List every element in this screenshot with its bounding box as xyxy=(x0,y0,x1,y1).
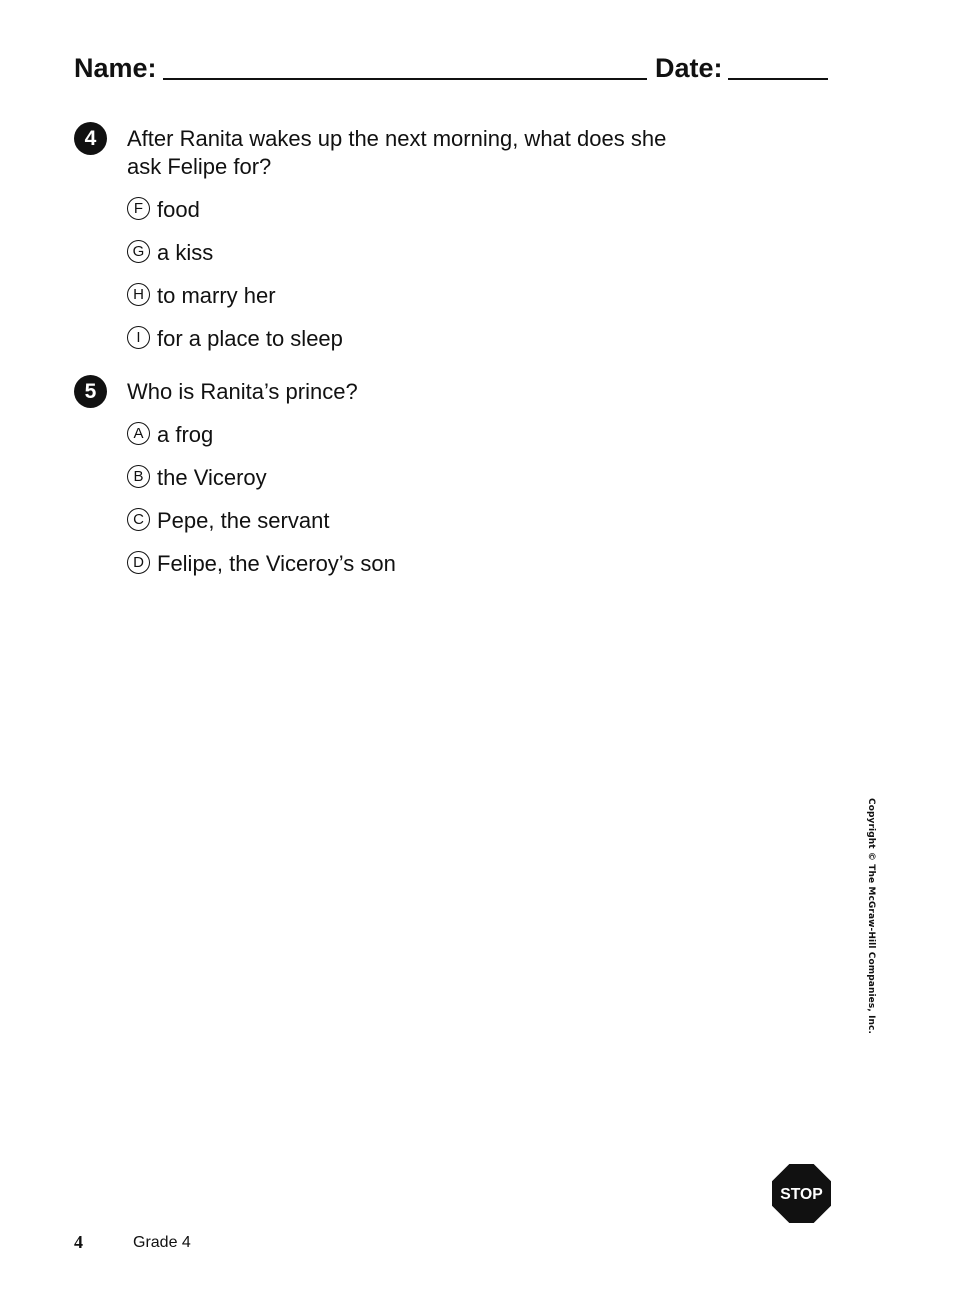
question-text xyxy=(127,378,727,406)
answer-text: the Viceroy xyxy=(157,465,267,490)
copyright-notice: Copyright © The McGraw-Hill Companies, Inc. xyxy=(866,798,876,1034)
answer-bubble[interactable]: C xyxy=(127,508,150,531)
answer-text: Felipe, the Viceroy’s son xyxy=(157,551,396,576)
answer-bubble[interactable]: A xyxy=(127,422,150,445)
question-text xyxy=(127,125,727,181)
date-field[interactable] xyxy=(728,78,828,80)
header xyxy=(74,50,830,90)
question-text-line: ask Felipe for? xyxy=(127,154,272,179)
date-label: Date: xyxy=(655,53,723,83)
answer-text: a frog xyxy=(157,422,214,447)
name-label: Name: xyxy=(74,53,157,83)
stop-sign-label: STOP xyxy=(780,1185,823,1203)
answer-bubble[interactable]: B xyxy=(127,465,150,488)
answer-bubble[interactable]: I xyxy=(127,326,150,349)
answer-bubble[interactable]: D xyxy=(127,551,150,574)
question-number-badge: 4 xyxy=(74,122,107,155)
grade-label: Grade 4 xyxy=(133,1234,191,1251)
answer-bubble[interactable]: F xyxy=(127,197,150,220)
stop-sign-icon xyxy=(772,1164,831,1223)
answer-text: food xyxy=(157,197,200,222)
question-number-badge: 5 xyxy=(74,375,107,408)
name-field[interactable] xyxy=(163,78,647,80)
answer-text: for a place to sleep xyxy=(157,326,343,351)
answer-bubble[interactable]: G xyxy=(127,240,150,263)
answer-text: Pepe, the servant xyxy=(157,508,330,533)
page-number: 4 xyxy=(74,1232,83,1252)
answer-text: to marry her xyxy=(157,283,276,308)
answer-bubble[interactable]: H xyxy=(127,283,150,306)
answer-text: a kiss xyxy=(157,240,214,265)
question-text-line: After Ranita wakes up the next morning, what does she xyxy=(127,126,667,151)
question-text-line: Who is Ranita’s prince? xyxy=(127,379,358,404)
